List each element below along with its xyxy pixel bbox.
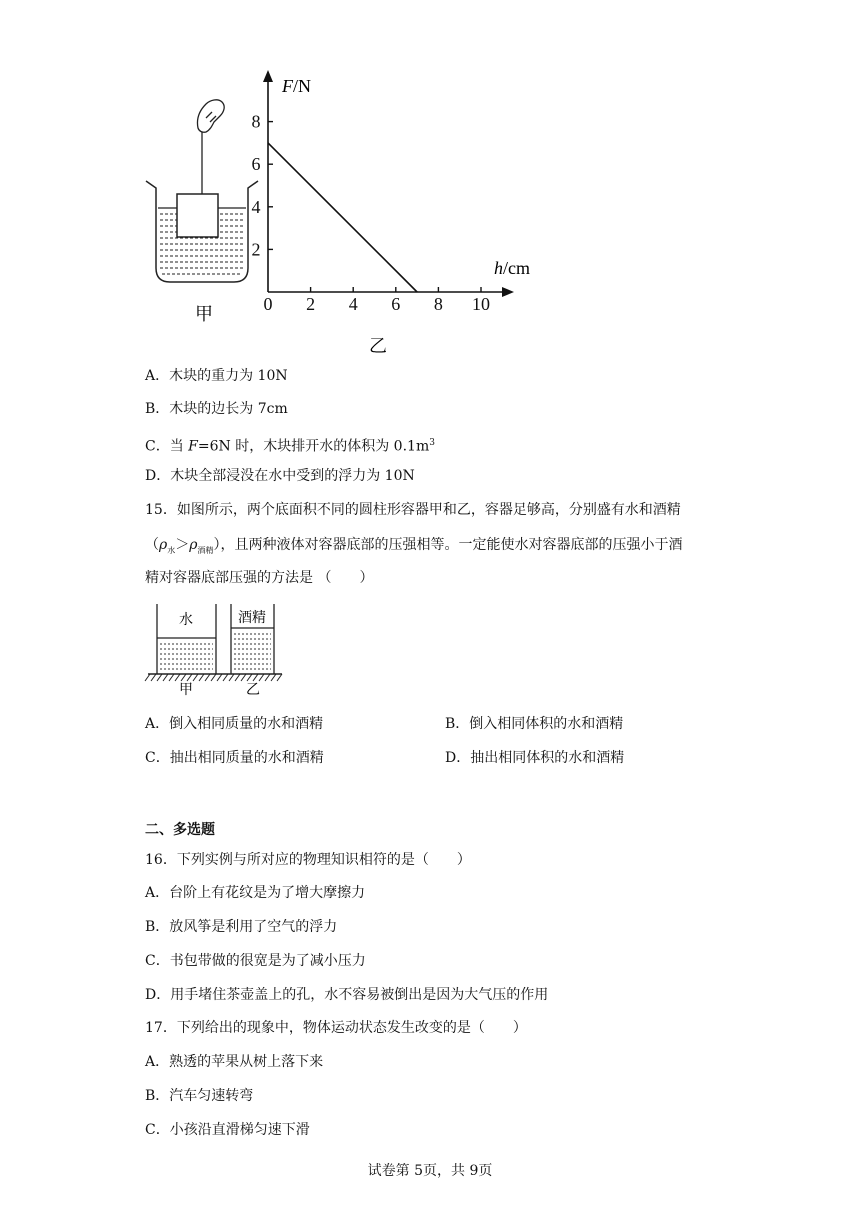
q15-gt: ＞ xyxy=(175,537,190,553)
q15-stem-line1: 15．如图所示，两个底面积不同的圆柱形容器甲和乙，容器足够高，分别盛有水和酒精 xyxy=(145,502,681,518)
q17-option-c: C．小孩沿直滑梯匀速下滑 xyxy=(145,1122,310,1138)
figure-label-yi: 乙 xyxy=(369,336,387,357)
q15-open-paren: （ xyxy=(145,537,159,553)
ground-hatch-mark xyxy=(253,674,258,681)
q16-stem: 16．下列实例与所对应的物理知识相符的是（ ） xyxy=(145,852,471,868)
q14-option-c xyxy=(145,433,435,457)
q16-option-a: A．台阶上有花纹是为了增大摩擦力 xyxy=(145,885,366,901)
y-axis-var: F xyxy=(282,76,293,96)
q17-option-b: B．汽车匀速转弯 xyxy=(145,1088,254,1104)
q15-option-d: D．抽出相同体积的水和酒精 xyxy=(445,750,625,766)
y-tick-label: 4 xyxy=(251,196,261,217)
q17-option-a: A．熟透的苹果从树上落下来 xyxy=(145,1054,324,1070)
q14-option-c-prefix: C．当 xyxy=(145,438,189,455)
q17-stem: 17．下列给出的现象中，物体运动状态发生改变的是（ ） xyxy=(145,1020,527,1036)
q15-sub-water: 水 xyxy=(167,545,176,555)
x-tick-label: 6 xyxy=(391,294,401,314)
x-axis-label xyxy=(494,258,530,278)
x-axis-unit: /cm xyxy=(503,258,530,278)
ground-hatch-mark xyxy=(187,674,192,681)
ground-hatch-mark xyxy=(229,674,234,681)
wooden-block xyxy=(177,194,218,237)
q15-stem-line3: 精对容器底部压强的方法是 （ ） xyxy=(145,570,374,586)
q14-option-c-sup: 3 xyxy=(429,438,435,448)
ground-hatch-mark xyxy=(271,674,276,681)
ground-hatch-mark xyxy=(163,674,168,681)
ground-hatch-mark xyxy=(241,674,246,681)
graph-tick-labels xyxy=(252,112,491,314)
q14-option-c-var: F xyxy=(188,438,198,455)
f-h-line xyxy=(268,143,417,292)
x-tick-label: 4 xyxy=(348,294,358,314)
x-tick-label: 2 xyxy=(306,294,316,314)
ground-hatch-mark xyxy=(265,674,270,681)
q15-sub-alcohol: 酒精 xyxy=(197,545,214,555)
q15-option-c: C．抽出相同质量的水和酒精 xyxy=(145,750,324,766)
fig15-label-alcohol: 酒精 xyxy=(238,610,266,626)
ground-hatch-mark xyxy=(199,674,204,681)
graph-ticks xyxy=(268,122,481,292)
x-axis-var: h xyxy=(494,258,503,278)
ground-hatch-mark xyxy=(259,674,264,681)
figure-label-jia: 甲 xyxy=(195,304,213,325)
ground-hatch-mark xyxy=(217,674,222,681)
figure-two-containers xyxy=(140,598,290,700)
y-axis-label xyxy=(281,76,311,96)
q15-rho-2: ρ xyxy=(189,537,198,553)
ground-hatch-mark xyxy=(235,674,240,681)
page-footer: 试卷第 5页，共 9页 xyxy=(367,1163,493,1179)
ground-hatch-mark xyxy=(181,674,186,681)
ground-hatch-mark xyxy=(277,674,282,681)
q15-option-a: A．倒入相同质量的水和酒精 xyxy=(145,716,324,732)
fig15-label-water: 水 xyxy=(179,612,193,628)
ground-hatch xyxy=(145,674,282,681)
ground-hatch-mark xyxy=(223,674,228,681)
y-tick-label: 2 xyxy=(251,239,261,260)
section-title: 二、多选题 xyxy=(145,822,215,838)
ground-hatch-mark xyxy=(157,674,162,681)
ground-hatch-mark xyxy=(211,674,216,681)
y-axis-arrow-icon xyxy=(263,70,273,82)
q15-line2-rest: ），且两种液体对容器底部的压强相等。一定能使水对容器底部的压强小于酒 xyxy=(213,537,683,553)
q14-option-a: A．木块的重力为 10N xyxy=(145,368,288,384)
graph-axes xyxy=(268,76,508,292)
x-tick-label: 0 xyxy=(263,294,273,314)
fig15-label-yi: 乙 xyxy=(246,682,260,698)
x-axis-arrow-icon xyxy=(502,287,514,297)
q15-option-b: B．倒入相同体积的水和酒精 xyxy=(445,716,624,732)
q14-option-c-mid: =6N 时，木块排开水的体积为 0.1m xyxy=(197,438,430,455)
figure-beaker-and-graph xyxy=(140,60,540,360)
ground-hatch-mark xyxy=(169,674,174,681)
ground-hatch-mark xyxy=(145,674,150,681)
ground-hatch-mark xyxy=(205,674,210,681)
q16-option-c: C．书包带做的很宽是为了减小压力 xyxy=(145,953,366,969)
hand-icon xyxy=(197,100,224,132)
fig15-label-jia: 甲 xyxy=(179,682,193,698)
y-tick-label: 8 xyxy=(251,111,261,132)
x-tick-label: 8 xyxy=(433,294,443,314)
ground-hatch-mark xyxy=(151,674,156,681)
q15-stem-line2 xyxy=(145,535,682,561)
q15-rho-1: ρ xyxy=(159,537,168,553)
x-tick-label: 10 xyxy=(472,294,490,314)
q14-option-b: B．木块的边长为 7cm xyxy=(145,401,288,417)
q16-option-d: D．用手堵住茶壶盖上的孔，水不容易被倒出是因为大气压的作用 xyxy=(145,987,549,1003)
ground-hatch-mark xyxy=(175,674,180,681)
q16-option-b: B．放风筝是利用了空气的浮力 xyxy=(145,919,338,935)
ground-hatch-mark xyxy=(193,674,198,681)
q14-option-d: D．木块全部浸没在水中受到的浮力为 10N xyxy=(145,468,415,484)
y-axis-unit: /N xyxy=(293,76,311,96)
y-tick-label: 6 xyxy=(251,154,261,175)
ground-hatch-mark xyxy=(247,674,252,681)
